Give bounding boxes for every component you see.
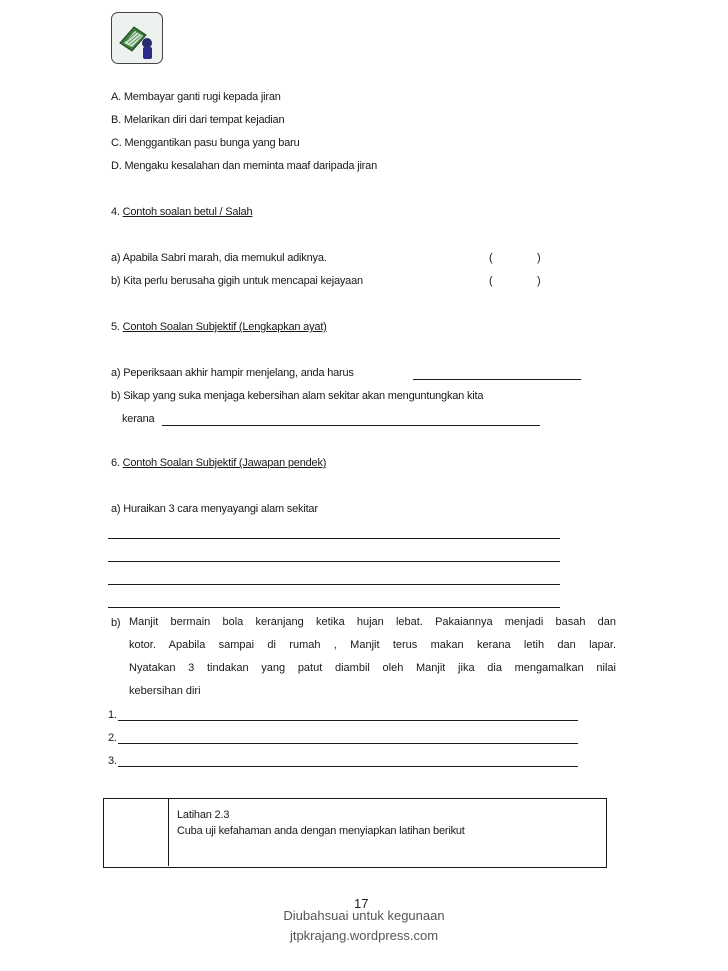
question-5b-line2: kerana bbox=[122, 413, 155, 425]
answer-paren-close: ) bbox=[537, 252, 541, 264]
answer-line bbox=[108, 561, 560, 562]
reading-book-icon bbox=[111, 12, 163, 64]
option-d: D. Mengaku kesalahan dan meminta maaf daripada jiran bbox=[111, 160, 377, 172]
paragraph-line: Nyatakan 3 tindakan yang patut diambil oleh Manjit jika dia mengamalkan nilai bbox=[129, 662, 616, 674]
option-a: A. Membayar ganti rugi kepada jiran bbox=[111, 91, 281, 103]
question-5a: a) Peperiksaan akhir hampir menjelang, anda harus bbox=[111, 367, 354, 379]
answer-line bbox=[413, 379, 581, 380]
option-b: B. Melarikan diri dari tempat kejadian bbox=[111, 114, 285, 126]
answer-line bbox=[118, 720, 578, 721]
question-4b: b) Kita perlu berusaha gigih untuk mencapai kejayaan bbox=[111, 275, 363, 287]
answer-line bbox=[162, 425, 540, 426]
question-6b-paragraph bbox=[129, 611, 616, 703]
section-6-heading bbox=[111, 457, 326, 469]
section-title: Contoh soalan betul / Salah bbox=[122, 206, 253, 218]
section-4-heading bbox=[111, 206, 252, 218]
answer-line bbox=[118, 743, 578, 744]
question-6a: a) Huraikan 3 cara menyayangi alam sekitar bbox=[111, 503, 318, 515]
section-5-heading bbox=[111, 321, 327, 333]
answer-number: 3. bbox=[108, 755, 117, 767]
answer-paren-open: ( bbox=[489, 252, 493, 264]
answer-line bbox=[108, 607, 560, 608]
page-number: 17 bbox=[354, 896, 369, 911]
question-4a: a) Apabila Sabri marah, dia memukul adiknya. bbox=[111, 252, 327, 264]
footer-line-1: Diubahsuai untuk kegunaan bbox=[283, 908, 445, 923]
paragraph-line: kebersihan diri bbox=[129, 685, 201, 697]
question-6b-label: b) bbox=[111, 617, 121, 629]
latihan-box-divider bbox=[168, 798, 169, 866]
option-c: C. Menggantikan pasu bunga yang baru bbox=[111, 137, 300, 149]
answer-paren-open: ( bbox=[489, 275, 493, 287]
latihan-text: Cuba uji kefahaman anda dengan menyiapkan latihan berikut bbox=[177, 825, 465, 837]
section-number: 6. bbox=[111, 457, 120, 469]
answer-line bbox=[118, 766, 578, 767]
answer-number: 1. bbox=[108, 709, 117, 721]
paragraph-line: kotor. Apabila sampai di rumah , Manjit terus makan kerana letih dan lapar. bbox=[129, 639, 616, 651]
footer-line-2: jtpkrajang.wordpress.com bbox=[289, 928, 439, 943]
latihan-title: Latihan 2.3 bbox=[177, 809, 230, 821]
question-5b-line1: b) Sikap yang suka menjaga kebersihan alam sekitar akan menguntungkan kita bbox=[111, 390, 484, 402]
answer-line bbox=[108, 584, 560, 585]
section-number: 5. bbox=[111, 321, 120, 333]
answer-paren-close: ) bbox=[537, 275, 541, 287]
section-title: Contoh Soalan Subjektif (Lengkapkan ayat) bbox=[122, 321, 327, 333]
paragraph-line: Manjit bermain bola keranjang ketika hujan lebat. Pakaiannya menjadi basah dan bbox=[129, 616, 616, 628]
answer-number: 2. bbox=[108, 732, 117, 744]
answer-line bbox=[108, 538, 560, 539]
section-number: 4. bbox=[111, 206, 120, 218]
section-title: Contoh Soalan Subjektif (Jawapan pendek) bbox=[122, 457, 327, 469]
